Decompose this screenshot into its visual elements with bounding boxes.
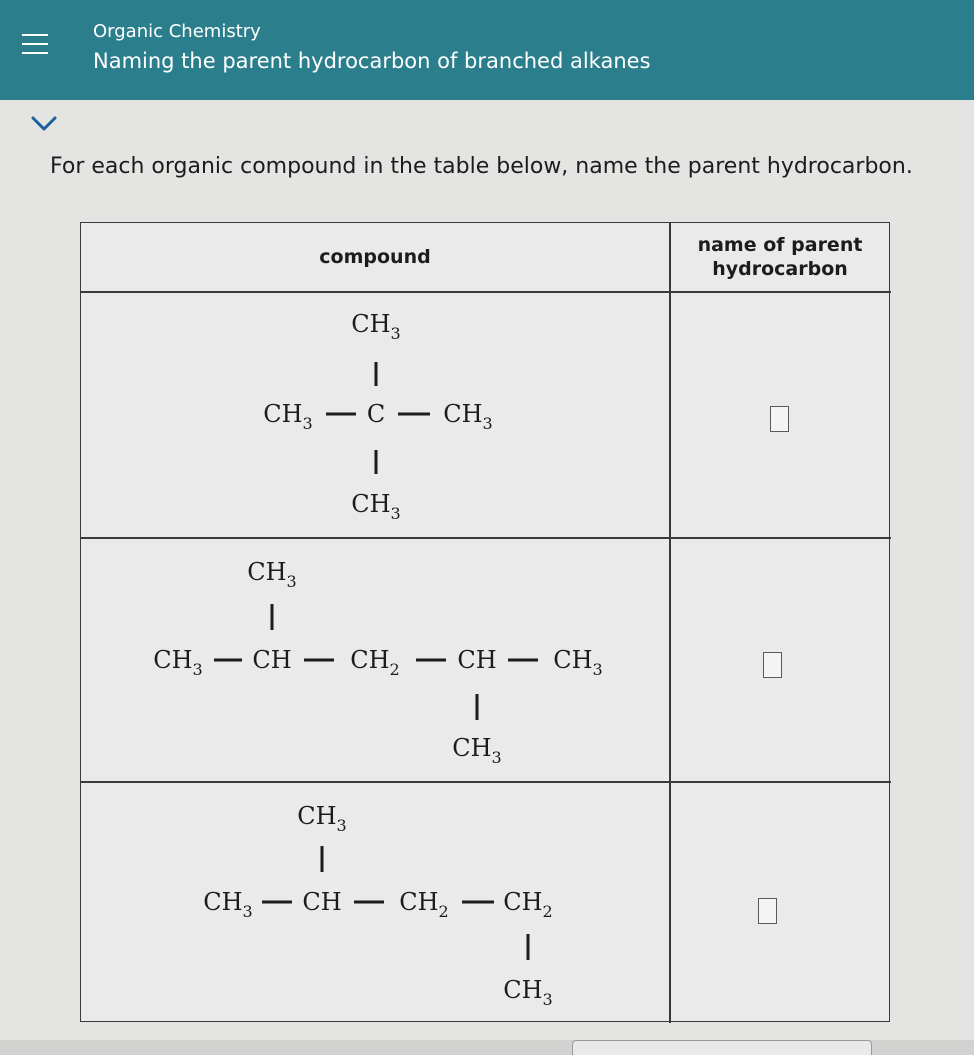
formula-group: $CH_2$ [399, 888, 449, 921]
formula-group: CH [457, 646, 497, 674]
formula-group: $CH_3$ [263, 400, 313, 433]
formula-group: $CH_3$ [351, 490, 401, 523]
structure-row-1 [263, 310, 492, 523]
answer-input-row-1[interactable] [770, 406, 789, 432]
formula-group: $CH_3$ [203, 888, 253, 921]
compound-column-header: compound [319, 246, 431, 268]
topic-title: Naming the parent hydrocarbon of branched alkanes [93, 49, 651, 73]
formula-group: $CH_3$ [452, 734, 502, 767]
name-header-line-2: hydrocarbon [712, 258, 848, 280]
answer-input-row-2[interactable] [763, 652, 782, 678]
formula-group: CH [302, 888, 342, 916]
formula-group: $CH_3$ [351, 310, 401, 343]
formula-group: CH [252, 646, 292, 674]
structure-row-2 [153, 558, 602, 767]
bottom-action-button[interactable] [572, 1040, 872, 1055]
structure-row-3 [203, 802, 552, 1009]
formula-group: $CH_2$ [503, 888, 553, 921]
formula-group: $CH_3$ [503, 976, 553, 1009]
formula-group: C [366, 400, 386, 428]
formula-group: $CH_3$ [553, 646, 603, 679]
course-title: Organic Chemistry [93, 21, 261, 42]
answer-input-row-3[interactable] [758, 898, 777, 924]
instructions-text: For each organic compound in the table below, name the parent hydrocarbon. [50, 154, 913, 179]
name-header-line-1: name of parent [697, 234, 863, 256]
formula-group: $CH_3$ [297, 802, 347, 835]
formula-group: $CH_2$ [350, 646, 400, 679]
formula-group: $CH_3$ [247, 558, 297, 591]
formula-group: $CH_3$ [153, 646, 203, 679]
formula-group: $CH_3$ [443, 400, 493, 433]
